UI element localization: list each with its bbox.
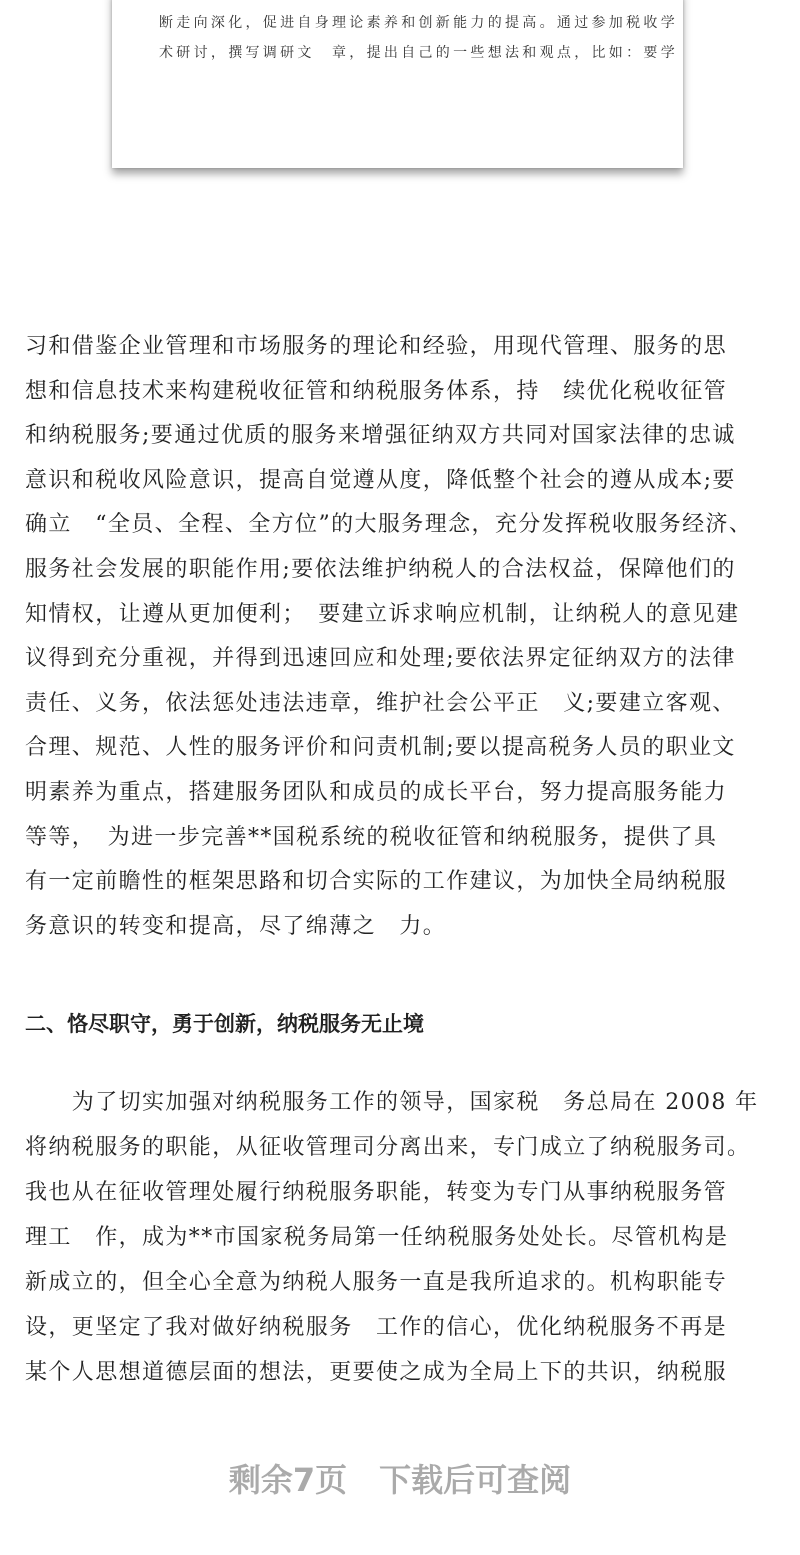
preview-page-card: [112, 0, 683, 168]
card-text-line: 术研讨，撰写调研文 章，提出自己的一些想法和观点，比如：要学: [159, 45, 678, 61]
text-line: 将纳税服务的职能，从征收管理司分离出来，专门成立了纳税服务司。: [25, 1135, 751, 1160]
section-heading: 二、恪尽职守，勇于创新，纳税服务无止境: [25, 1012, 424, 1036]
card-text-line: 断走向深化，促进自身理论素养和创新能力的提高。通过参加税收学: [159, 15, 678, 31]
text-line: 新成立的，但全心全意为纳税人服务一直是我所追求的。机构职能专: [25, 1270, 728, 1295]
text-line: 习和借鉴企业管理和市场服务的理论和经验，用现代管理、服务的思: [25, 334, 728, 359]
download-to-view-label[interactable]: 下载后可查阅: [379, 1461, 572, 1499]
text-line: 有一定前瞻性的框架思路和切合实际的工作建议，为加快全局纳税服: [25, 869, 728, 895]
text-line: 责任、义务，依法惩处违法违章，维护社会公平正 义;要建立客观、: [25, 690, 736, 716]
text-line: 议得到充分重视，并得到迅速回应和处理;要依法界定征纳双方的法律: [25, 646, 736, 672]
text-line: 合理、规范、人性的服务评价和问责机制;要以提高税务人员的职业文: [25, 735, 736, 761]
text-line: 为了切实加强对纳税服务工作的领导，国家税 务总局在 2008 年: [25, 1090, 759, 1115]
text-line: 务意识的转变和提高，尽了绵薄之 力。: [25, 913, 447, 939]
text-line: 明素养为重点，搭建服务团队和成员的成长平台，努力提高服务能力: [25, 780, 728, 805]
text-line: 我也从在征收管理处履行纳税服务职能，转变为专门从事纳税服务管: [25, 1180, 728, 1205]
text-line: 某个人思想道德层面的想法，更要使之成为全局上下的共识，纳税服: [25, 1360, 728, 1385]
text-line: 知情权，让遵从更加便利； 要建立诉求响应机制，让纳税人的意见建: [25, 601, 740, 627]
download-prompt[interactable]: [0, 1455, 800, 1501]
text-line: 等等， 为进一步完善**国税系统的税收征管和纳税服务，提供了具: [25, 824, 718, 850]
text-line: 理工 作，成为**市国家税务局第一任纳税服务处处长。尽管机构是: [25, 1225, 729, 1250]
text-line: 服务社会发展的职能作用;要依法维护纳税人的合法权益，保障他们的: [25, 557, 736, 582]
text-line: 确立 “全员、全程、全方位”的大服务理念，充分发挥税收服务经济、: [25, 512, 753, 538]
text-line: 意识和税收风险意识，提高自觉遵从度，降低整个社会的遵从成本;要: [25, 467, 736, 493]
text-line: 和纳税服务;要通过优质的服务来增强征纳双方共同对国家法律的忠诚: [25, 423, 736, 449]
text-line: 设，更坚定了我对做好纳税服务 工作的信心，优化纳税服务不再是: [25, 1315, 728, 1340]
remaining-pages-label[interactable]: 剩余7页: [228, 1461, 348, 1499]
text-line: 想和信息技术来构建税收征管和纳税服务体系，持 续优化税收征管: [25, 378, 728, 404]
